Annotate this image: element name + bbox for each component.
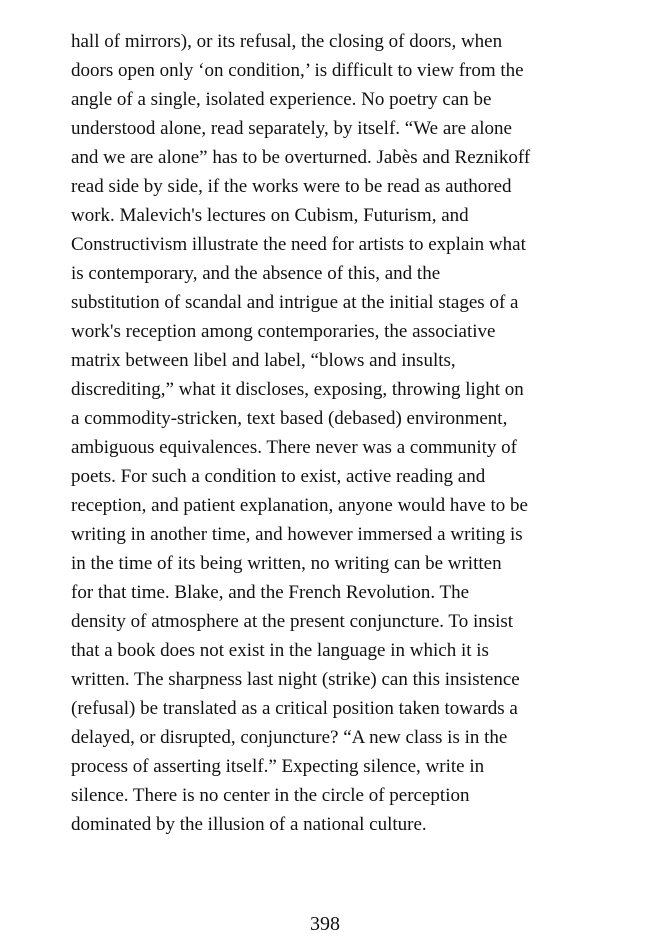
text-line: process of asserting itself.” Expecting silence, write in <box>71 756 485 777</box>
text-line: work. Malevich's lectures on Cubism, Futurism, and <box>71 205 469 226</box>
text-line: written. The sharpness last night (strike) can this insistence <box>71 669 520 690</box>
text-line: that a book does not exist in the language in which it is <box>71 640 489 661</box>
text-line: discrediting,” what it discloses, exposing, throwing light on <box>71 379 524 400</box>
text-line: read side by side, if the works were to be read as authored <box>71 176 512 197</box>
text-line: poets. For such a condition to exist, active reading and <box>71 466 486 487</box>
text-line: Constructivism illustrate the need for artists to explain what <box>71 234 526 255</box>
text-line: matrix between libel and label, “blows and insults, <box>71 350 456 371</box>
text-line: angle of a single, isolated experience. No poetry can be <box>71 89 492 110</box>
text-line: writing in another time, and however immersed a writing is <box>71 524 523 545</box>
text-line: dominated by the illusion of a national culture. <box>71 814 427 835</box>
text-line: a commodity-stricken, text based (debased) environment, <box>71 408 508 429</box>
text-line: density of atmosphere at the present conjuncture. To insist <box>71 611 514 632</box>
body-paragraph <box>71 27 591 839</box>
text-line: understood alone, read separately, by itself. “We are alone <box>71 118 512 139</box>
text-line: delayed, or disrupted, conjuncture? “A new class is in the <box>71 727 508 748</box>
text-line: doors open only ‘on condition,’ is difficult to view from the <box>71 60 524 81</box>
text-line: substitution of scandal and intrigue at the initial stages of a <box>71 292 519 313</box>
text-line: for that time. Blake, and the French Revolution. The <box>71 582 470 603</box>
text-line: reception, and patient explanation, anyone would have to be <box>71 495 528 516</box>
text-line: and we are alone” has to be overturned. Jabès and Reznikoff <box>71 147 531 168</box>
page-number: 398 <box>310 913 340 935</box>
text-line: work's reception among contemporaries, the associative <box>71 321 496 342</box>
text-line: silence. There is no center in the circle of perception <box>71 785 470 806</box>
text-line: (refusal) be translated as a critical position taken towards a <box>71 698 518 719</box>
text-line: in the time of its being written, no writing can be written <box>71 553 502 574</box>
text-line: hall of mirrors), or its refusal, the closing of doors, when <box>71 31 503 52</box>
text-line: is contemporary, and the absence of this, and the <box>71 263 441 284</box>
text-line: ambiguous equivalences. There never was a community of <box>71 437 518 458</box>
